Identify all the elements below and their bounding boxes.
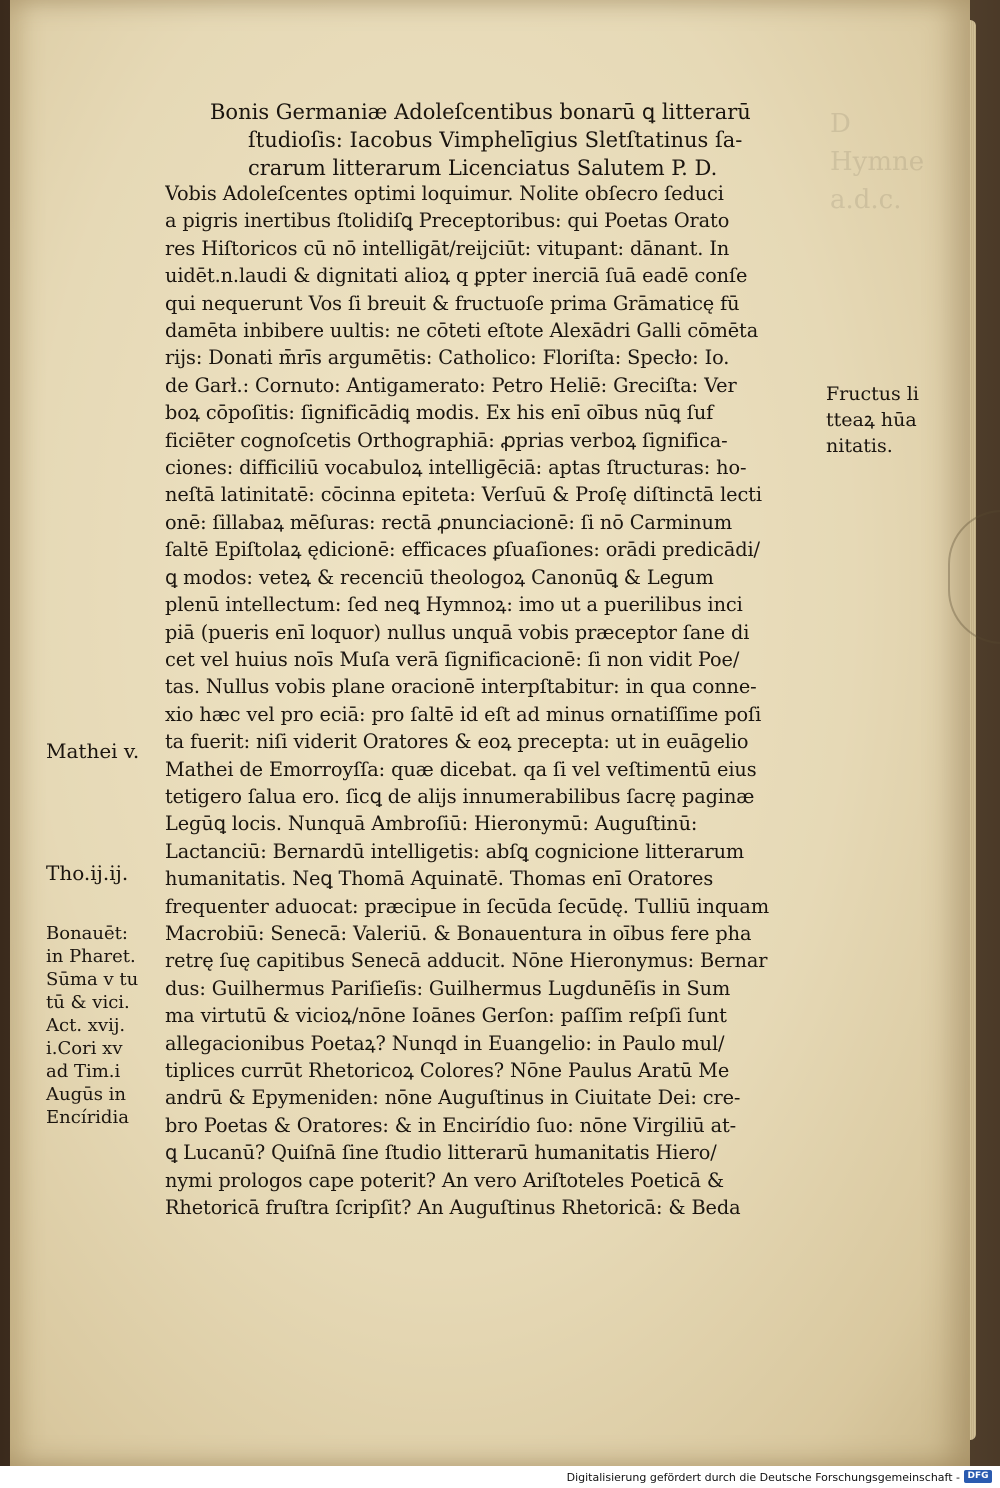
text-line: a pigris inertibus ſtolidiſꝗ Preceptoribus: qui Poetas Orato: [165, 209, 730, 233]
text-line: uidēt.n.laudi & dignitati alioꝝ q ꝑpter inerciā ſuā eadē conſe: [165, 264, 748, 288]
text-line: qui nequerunt Vos ſi breuit & fructuoſe prima Grāmaticę fū: [165, 291, 740, 315]
text-line: allegacionibus Poetaꝝ? Nunqd in Euangelio: in Paulo mul/: [165, 1031, 725, 1055]
text-line: onē: ſillabaꝝ mēſuras: rectā ꝓnunciacionē: ſi nō Carminum: [165, 510, 733, 534]
dfg-logo: DFG: [964, 1470, 992, 1483]
text-line: dus: Guilhermus Pariſieſis: Guilhermus Lugdunēſis in Sum: [165, 976, 731, 1000]
footer-bar: [0, 1466, 1000, 1488]
text-line: ꝗ modos: veteꝝ & recenciū theologoꝝ Canonūꝗ & Legum: [165, 565, 714, 589]
text-line: ma virtutū & vicioꝝ/nōne Ioānes Gerſon: paſſim reſpſi ſunt: [165, 1004, 727, 1028]
margin-note-line: in Pharet.: [46, 946, 136, 967]
funding-credit: Digitalisierung gefördert durch die Deutsche Forschungsgemeinschaft -: [566, 1471, 960, 1484]
text-line: damēta inbibere uultis: ne cōteti eſtote Alexādri Galli cōmēta: [165, 319, 759, 343]
heading-line: crarum litterarum Licenciatus Salutem P. D.: [248, 156, 718, 180]
margin-note-line: ad Tim.i: [46, 1061, 121, 1082]
left-marginal-note-references: [46, 922, 166, 1129]
text-line: Legūꝗ locis. Nunquā Ambroſiū: Hieronymū: Auguſtinū:: [165, 812, 698, 836]
text-line: de Garł.: Cornuto: Antigamerato: Petro Heliē: Greciſta: Ver: [165, 373, 737, 397]
text-line: tetigero ſalua ero. ſicꝗ de alijs innumerabilibus ſacrę paginæ: [165, 784, 755, 808]
text-line: ſaltē Epiſtolaꝝ ędicionē: efficaces ꝑſuaſiones: orādi predicādi/: [165, 538, 760, 562]
margin-note-line: Act. xvij.: [46, 1015, 126, 1036]
text-line: boꝝ cōpoſitis: ſignificādiꝗ modis. Ex his enī oībus nūꝗ ſuf: [165, 401, 714, 425]
text-line: cet vel huius noīs Muſa verā ſignificacionē: ſi non vidit Poe/: [165, 647, 740, 671]
margin-note-line: Tho.ij.ij.: [46, 861, 129, 885]
margin-note-line: Sūma v tu: [46, 969, 139, 990]
text-line: rijs: Donati m̄rīs argumētis: Catholico: Floriſta: Specło: Io.: [165, 346, 730, 370]
text-line: Mathei de Emorroyſſa: quæ dicebat. qa ſi vel veſtimentū eius: [165, 757, 757, 781]
text-line: andrū & Epymeniden: nōne Auguſtinus in Ciuitate Dei: cre-: [165, 1086, 741, 1110]
text-line: nymi prologos cape poterit? An vero Ariſtoteles Poeticā &: [165, 1168, 724, 1192]
bleed-through-text: [830, 105, 950, 235]
page-heading: [160, 98, 820, 182]
text-line: res Hiſtoricos cū nō intelligāt/reijciūt: vitupant: dānant. In: [165, 236, 730, 260]
text-line: piā (pueris enī loquor) nullus unquā vobis præceptor ſane di: [165, 620, 750, 644]
text-line: plenū intellectum: ſed neꝗ Hymnoꝝ: imo ut a puerilibus inci: [165, 593, 743, 617]
text-line: Lactanciū: Bernardū intelligetis: abſꝗ cognicione litterarum: [165, 839, 745, 863]
text-line: ciones: difficiliū vocabuloꝝ intelligēciā: aptas ſtructuras: ho-: [165, 456, 747, 480]
margin-note-line: Fructus li: [826, 383, 919, 405]
text-line: xio hæc vel pro eciā: pro ſaltē id eſt ad minus ornatiſſime poſi: [165, 702, 762, 726]
text-line: retrę ſuę capitibus Senecā adducit. Nōne Hieronymus: Bernar: [165, 949, 768, 973]
margin-note-line: nitatis.: [826, 435, 893, 457]
right-marginal-note: [826, 381, 956, 459]
text-line: ta fuerit: niſi viderit Oratores & eoꝝ precepta: ut in euāgelio: [165, 730, 749, 754]
text-line: tiplices currūt Rhetoricoꝝ Colores? Nōne Paulus Aratū Me: [165, 1059, 730, 1082]
text-line: Macrobiū: Senecā: Valeriū. & Bonauentura in oībus fere pha: [165, 921, 752, 945]
text-line: humanitatis. Neꝗ Thomā Aquinatē. Thomas enī Oratores: [165, 867, 714, 891]
margin-note-line: tteaꝝ hūa: [826, 409, 917, 431]
text-line: Vobis Adoleſcentes optimi loquimur. Nolite obſecro ſeduci: [165, 182, 724, 205]
heading-line: ſtudioſis: Iacobus Vimphelīgius Sletſtatinus ſa-: [248, 128, 743, 152]
page-tab-shadow: [948, 510, 1000, 644]
text-line: bro Poetas & Oratores: & in Encirídio ſuo: nōne Virgiliū at-: [165, 1113, 737, 1137]
text-line: tas. Nullus vobis plane oracionē interpſtabitur: in qua conne-: [165, 675, 757, 699]
text-line: ꝗ Lucanū? Quiſnā ſine ſtudio litterarū humanitatis Hiero/: [165, 1141, 717, 1165]
margin-note-line: Bonauēt:: [46, 923, 128, 944]
text-line: ficiēter cognoſcetis Orthographiā: ꝓprias verboꝝ ſignifica-: [165, 428, 728, 452]
margin-note-line: i.Cori xv: [46, 1038, 123, 1059]
bleed-line: D: [830, 109, 851, 139]
left-marginal-note-mathei: [46, 740, 166, 763]
text-line: frequenter aduocat: præcipue in ſecūda ſecūdę. Tulliū inquam: [165, 894, 770, 918]
bleed-line: Hymne: [830, 147, 925, 177]
left-marginal-note-thomas: [46, 862, 166, 885]
margin-note-line: Encíridia: [46, 1107, 129, 1128]
margin-note-line: Mathei v.: [46, 739, 140, 763]
text-line: neſtā latinitatē: cōcinna epiteta: Verſuū & Proſę diſtinctā lecti: [165, 483, 762, 507]
heading-line: Bonis Germaniæ Adoleſcentibus bonarū ꝗ litterarū: [210, 100, 751, 124]
margin-note-line: tū & vici.: [46, 992, 130, 1013]
margin-note-line: Augūs in: [46, 1084, 127, 1105]
bleed-line: a.d.c.: [830, 185, 902, 215]
text-line: Rhetoricā fruſtra ſcripſit? An Auguſtinus Rhetoricā: & Beda: [165, 1196, 741, 1220]
main-text-block: [165, 180, 825, 1221]
